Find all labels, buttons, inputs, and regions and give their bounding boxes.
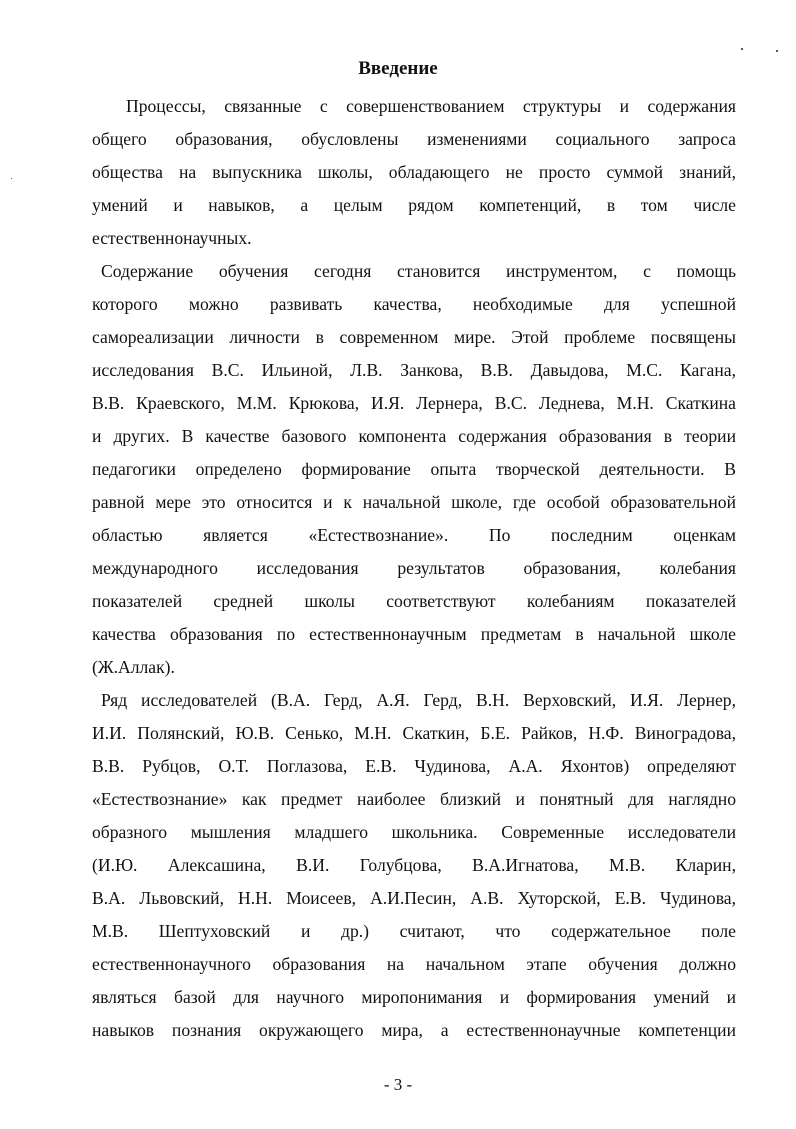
text-line: естественнонаучного образования на начальном этапе обучения должно — [92, 954, 736, 974]
page-title: Введение — [358, 58, 438, 79]
text-line: «Естествознание» как предмет наиболее близкий и понятный для наглядно — [92, 789, 736, 809]
scan-speck — [776, 50, 778, 52]
text-line: самореализации личности в современном мире. Этой проблеме посвящены — [92, 327, 736, 347]
text-line: Ряд исследователей (В.А. Герд, А.Я. Герд, В.Н. Верховский, И.Я. Лернер, — [101, 690, 736, 710]
page-number: - 3 - — [383, 1075, 413, 1094]
text-line: Процессы, связанные с совершенствованием структуры и содержания — [126, 96, 736, 116]
text-line: общего образования, обусловлены изменениями социального запроса — [92, 129, 736, 149]
text-line: педагогики определено формирование опыта творческой деятельности. В — [92, 459, 736, 479]
text-line: (Ж.Аллак). — [92, 657, 175, 677]
text-line: образного мышления младшего школьника. Современные исследователи — [92, 822, 736, 842]
text-line: являться базой для научного миропонимания и формирования умений и — [92, 987, 736, 1007]
text-line: М.В. Шептуховский и др.) считают, что содержательное поле — [92, 921, 736, 941]
text-line: качества образования по естественнонаучным предметам в начальной школе — [92, 624, 736, 644]
text-line: естественнонаучных. — [92, 228, 252, 248]
text-line: равной мере это относится и к начальной школе, где особой образовательной — [92, 492, 736, 512]
scan-speck — [11, 178, 12, 179]
text-line: областью является «Естествознание». По последним оценкам — [92, 525, 736, 545]
text-line: В.В. Краевского, М.М. Крюкова, И.Я. Лернера, В.С. Леднева, М.Н. Скаткина — [92, 393, 736, 413]
text-line: международного исследования результатов образования, колебания — [92, 558, 736, 578]
text-line: и других. В качестве базового компонента содержания образования в теории — [92, 426, 736, 446]
scan-speck — [741, 48, 743, 50]
text-line: исследования В.С. Ильиной, Л.В. Занкова, В.В. Давыдова, М.С. Кагана, — [92, 360, 736, 380]
text-line: показателей средней школы соответствуют колебаниям показателей — [92, 591, 736, 611]
text-line: (И.Ю. Алексашина, В.И. Голубцова, В.А.Игнатова, М.В. Кларин, — [92, 855, 736, 875]
text-line: навыков познания окружающего мира, а естественнонаучные компетенции — [92, 1020, 736, 1040]
text-line: умений и навыков, а целым рядом компетенций, в том числе — [92, 195, 736, 215]
text-line: общества на выпускника школы, обладающего не просто суммой знаний, — [92, 162, 736, 182]
text-line: Содержание обучения сегодня становится инструментом, с помощь — [101, 261, 736, 281]
text-line: В.А. Львовский, Н.Н. Моисеев, А.И.Песин, А.В. Хуторской, Е.В. Чудинова, — [92, 888, 736, 908]
text-line: которого можно развивать качества, необходимые для успешной — [92, 294, 736, 314]
text-line: В.В. Рубцов, О.Т. Поглазова, Е.В. Чудинова, А.А. Яхонтов) определяют — [92, 756, 736, 776]
text-line: И.И. Полянский, Ю.В. Сенько, М.Н. Скаткин, Б.Е. Райков, Н.Ф. Виноградова, — [92, 723, 736, 743]
